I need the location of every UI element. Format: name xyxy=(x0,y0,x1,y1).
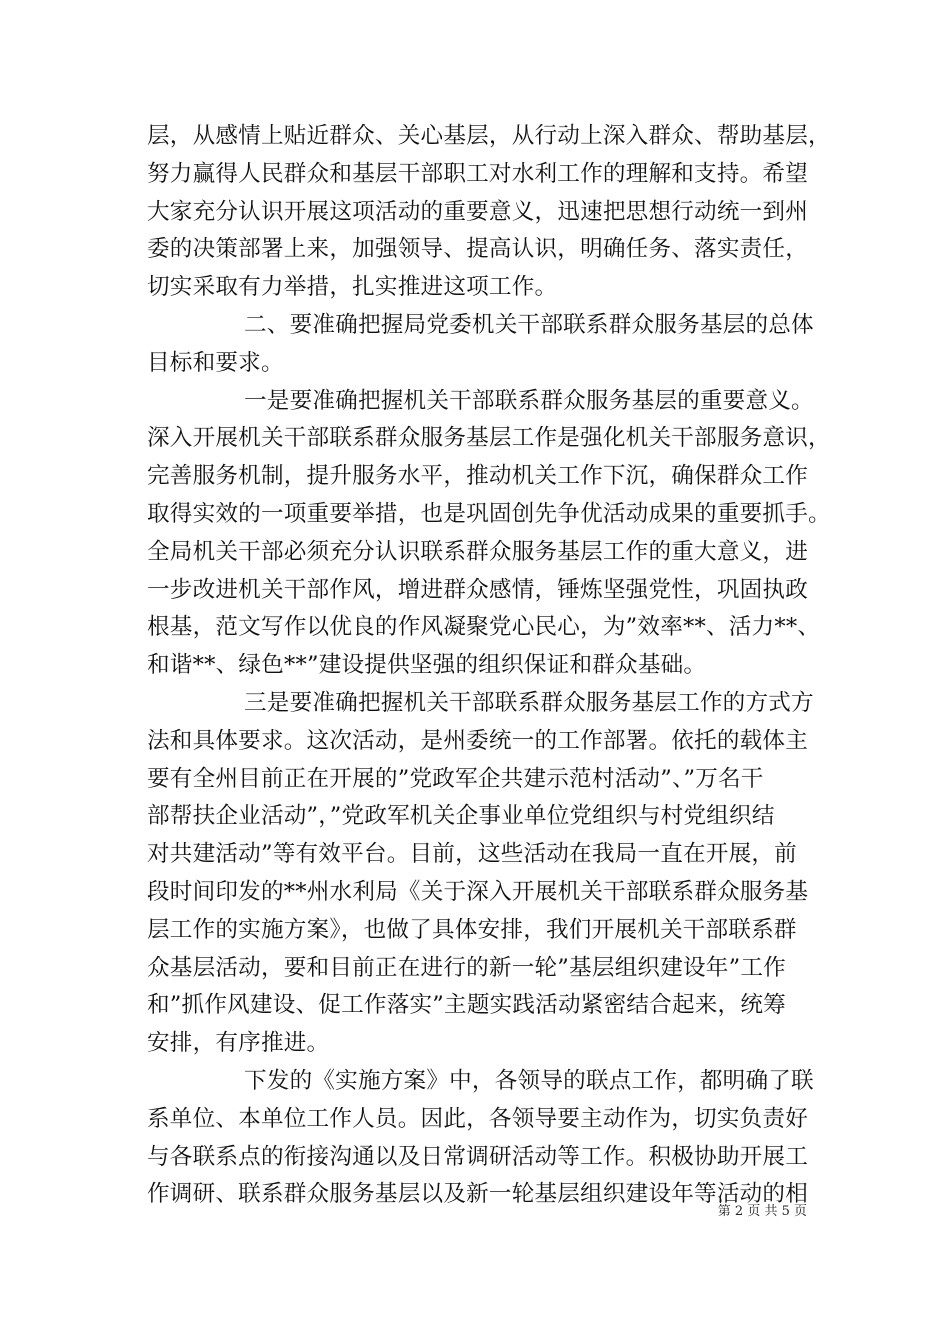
text-line: 根基，范文写作以优良的作风凝聚党心民心，为”效率**、活力**、 xyxy=(147,614,821,641)
paragraph xyxy=(147,307,814,383)
document-body xyxy=(147,118,831,1214)
text-line: 切实采取有力举措，扎实推进这项工作。 xyxy=(147,274,558,301)
text-line: 一是要准确把握机关干部联系群众服务基层的重要意义。 xyxy=(244,387,814,414)
text-line: 与各联系点的衔接沟通以及日常调研活动等工作。积极协助开展工 xyxy=(147,1143,809,1170)
text-line: 三是要准确把握机关干部联系群众服务基层工作的方式方 xyxy=(244,689,814,716)
paragraph xyxy=(147,1063,814,1214)
text-line: 深入开展机关干部联系群众服务基层工作是强化机关干部服务意识， xyxy=(147,425,831,452)
text-line: 段时间印发的**州水利局《关于深入开展机关干部联系群众服务基 xyxy=(147,878,809,905)
text-line: 完善服务机制，提升服务水平，推动机关工作下沉，确保群众工作 xyxy=(147,463,809,490)
text-line: 层工作的实施方案》，也做了具体安排，我们开展机关干部联系群 xyxy=(147,916,797,943)
text-line: 下发的《实施方案》中，各领导的联点工作，都明确了联 xyxy=(244,1067,814,1094)
text-line: 对共建活动”等有效平台。目前，这些活动在我局一直在开展，前 xyxy=(147,841,797,868)
text-line: 目标和要求。 xyxy=(147,349,284,376)
text-line: 要有全州目前正在开展的”党政军企共建示范村活动”、”万名干 xyxy=(147,765,764,792)
text-line: 委的决策部署上来，加强领导、提高认识，明确任务、落实责任， xyxy=(147,236,809,263)
text-line: 努力赢得人民群众和基层干部职工对水利工作的理解和支持。希望 xyxy=(147,160,809,187)
text-line: 安排，有序推进。 xyxy=(147,1030,330,1057)
text-line: 作调研、联系群众服务基层以及新一轮基层组织建设年等活动的相 xyxy=(147,1181,809,1208)
text-line: 一步改进机关干部作风，增进群众感情，锤炼坚强党性，巩固执政 xyxy=(147,576,809,603)
page-number: 第 2 页 共 5 页 xyxy=(717,1204,807,1219)
text-line: 和谐**、绿色**”建设提供坚强的组织保证和群众基础。 xyxy=(147,652,707,679)
text-line: 全局机关干部必须充分认识联系群众服务基层工作的重大意义，进 xyxy=(147,538,809,565)
text-line: 层，从感情上贴近群众、关心基层，从行动上深入群众、帮助基层， xyxy=(147,123,831,149)
text-line: 大家充分认识开展这项活动的重要意义，迅速把思想行动统一到州 xyxy=(147,198,809,225)
paragraph xyxy=(147,383,831,685)
paragraph xyxy=(147,118,831,307)
text-line: 和”抓作风建设、促工作落实”主题实践活动紧密结合起来，统筹 xyxy=(147,992,786,1019)
text-line: 取得实效的一项重要举措，也是巩固创先争优活动成果的重要抓手。 xyxy=(147,500,831,527)
text-line: 系单位、本单位工作人员。因此，各领导要主动作为，切实负责好 xyxy=(147,1105,809,1132)
text-line: 部帮扶企业活动”，”党政军机关企事业单位党组织与村党组织结 xyxy=(147,803,775,830)
text-line: 法和具体要求。这次活动，是州委统一的工作部署。依托的载体主 xyxy=(147,727,809,754)
text-line: 众基层活动，要和目前正在进行的新一轮”基层组织建设年”工作 xyxy=(147,954,786,981)
text-line: 二、要准确把握局党委机关干部联系群众服务基层的总体 xyxy=(244,311,814,338)
paragraph xyxy=(147,685,814,1063)
